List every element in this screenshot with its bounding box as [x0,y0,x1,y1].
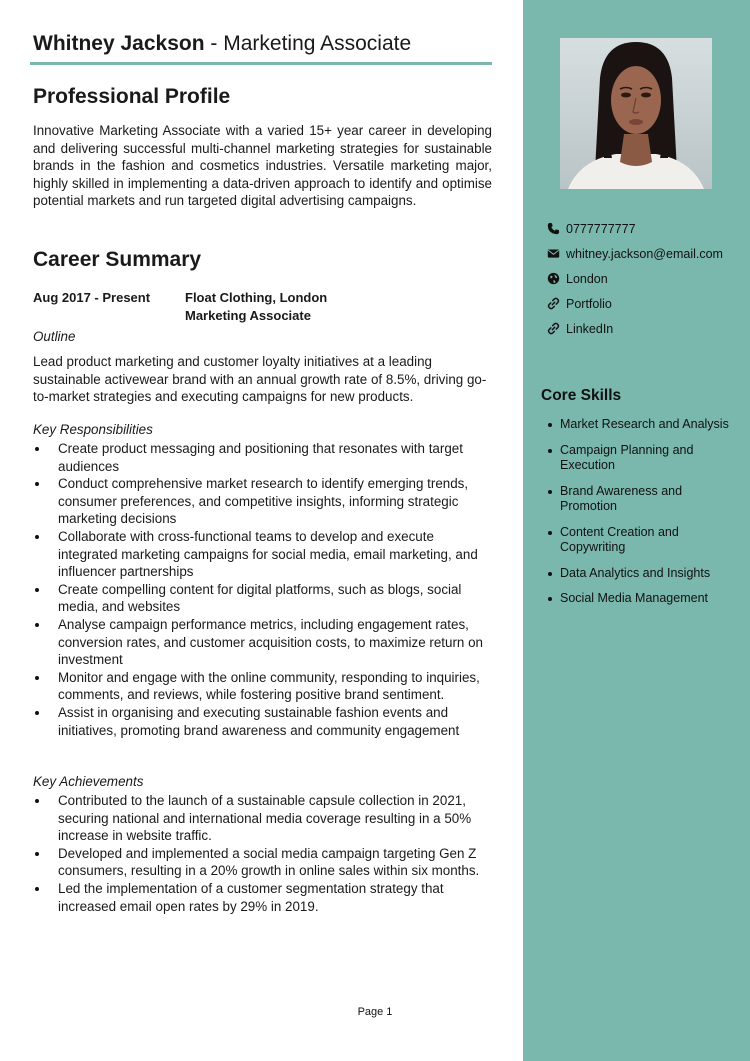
phone-icon [547,222,560,235]
list-item: Conduct comprehensive market research to identify emerging trends, consumer preferences, and competitive insights, informing strategic marketing decisions [33,475,492,528]
contact-portfolio[interactable] [547,296,743,312]
profile-text: Innovative Marketing Associate with a varied 15+ year career in developing and delivering successful multi-channel marketing strategies for sustainable brands in the fashion and cosmetics industries. Versatile marketing major, highly skilled in implementing a data-driven approach to identify and optimise potential markets and run targeted digital advertising campaigns. [33,123,492,208]
contact-linkedin[interactable] [547,321,743,337]
contact-portfolio-link: Portfolio [566,297,612,311]
job-company-block [185,289,327,324]
resume-header [33,31,411,57]
outline-label: Outline [33,329,76,344]
envelope-icon [547,247,560,260]
skill-item: Brand Awareness and Promotion [541,484,741,515]
link-icon [547,322,560,335]
link-icon [547,297,560,310]
skill-item: Market Research and Analysis [541,417,741,433]
list-item: Collaborate with cross-functional teams to develop and execute integrated marketing campaigns for social media, email marketing, and influencer partnerships [33,528,492,581]
achievements-label: Key Achievements [33,774,144,789]
responsibilities-label: Key Responsibilities [33,422,153,437]
sidebar [523,0,750,1061]
job-title: Marketing Associate [223,32,412,55]
profile-heading: Professional Profile [33,85,231,108]
profile-photo [560,38,712,189]
globe-icon [547,272,560,285]
job-company: Float Clothing, London [185,290,328,305]
portrait-image [560,38,712,189]
skill-item: Social Media Management [541,591,741,607]
job-dates: Aug 2017 - Present [33,290,151,305]
contact-list [547,221,743,346]
candidate-name: Whitney Jackson [33,32,205,55]
contact-phone-text: 0777777777 [566,222,636,236]
skills-heading: Core Skills [541,387,622,404]
list-item: Create compelling content for digital platforms, such as blogs, social media, and websites [33,581,492,616]
list-item: Create product messaging and positioning that resonates with target audiences [33,440,492,475]
contact-location-text: London [566,272,608,286]
contact-email-text: whitney.jackson@email.com [566,247,723,261]
header-separator: - [204,32,224,55]
list-item: Led the implementation of a customer segmentation strategy that increased email open rates by 29% in 2019. [33,880,492,915]
skill-item: Content Creation and Copywriting [541,525,741,556]
skills-list [541,417,741,617]
page-number: Page 1 [357,1006,393,1018]
skill-item: Campaign Planning and Execution [541,443,741,474]
contact-linkedin-link: LinkedIn [566,322,614,336]
skill-item: Data Analytics and Insights [541,566,741,582]
outline-text: Lead product marketing and customer loyalty initiatives at a leading sustainable activewear brand with an annual growth rate of 8.5%, driving go-to-market strategies and executing campaigns for new products. [33,354,487,404]
list-item: Contributed to the launch of a sustainable capsule collection in 2021, securing national and international media coverage resulting in a 50% increase in website traffic. [33,792,492,845]
achievements-list [33,792,492,915]
contact-location [547,271,743,287]
list-item: Monitor and engage with the online community, responding to inquiries, comments, and reviews, while fostering positive brand sentiment. [33,669,492,704]
contact-email[interactable] [547,246,743,262]
list-item: Developed and implemented a social media campaign targeting Gen Z consumers, resulting in a 20% growth in online sales within six months. [33,845,492,880]
responsibilities-list [33,440,492,739]
list-item: Assist in organising and executing sustainable fashion events and initiatives, promoting brand awareness and community engagement [33,704,492,739]
contact-phone [547,221,743,237]
career-heading: Career Summary [33,248,202,271]
list-item: Analyse campaign performance metrics, including engagement rates, conversion rates, and customer acquisition costs, to maximize return on investment [33,616,492,669]
header-divider [30,62,492,65]
job-role: Marketing Associate [185,307,311,323]
